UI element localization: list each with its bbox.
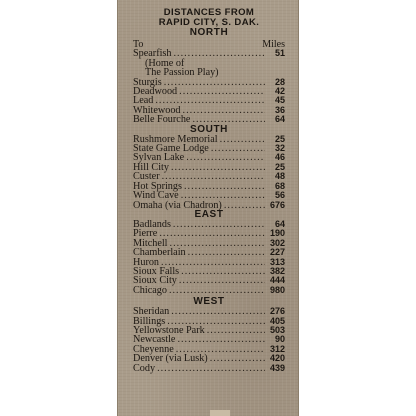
- miles-value: 25: [274, 133, 285, 144]
- list-item: [133, 364, 285, 373]
- town-name: Badlands: [133, 218, 171, 230]
- miles-value: 439: [269, 362, 285, 373]
- leader-dots: [220, 135, 265, 144]
- town-name: Sheridan: [133, 306, 170, 318]
- town-name: Chamberlain: [133, 247, 186, 259]
- town-name: Lead: [133, 95, 154, 107]
- leader-dots: [188, 248, 265, 257]
- section-title-west: WEST: [193, 296, 225, 308]
- town-name: Mitchell: [133, 237, 168, 249]
- miles-value: 64: [274, 218, 285, 229]
- miles-value: 382: [269, 265, 285, 276]
- leader-dots: [179, 276, 265, 285]
- town-name: Sioux Falls: [133, 265, 180, 277]
- miles-value: 32: [274, 143, 285, 154]
- miles-value: 28: [274, 76, 285, 87]
- town-name: Cheyenne: [133, 343, 174, 355]
- leader-dots: [171, 163, 265, 172]
- town-name: Rushmore Memorial: [133, 133, 218, 145]
- to-label: To: [133, 39, 144, 50]
- town-name: Hill City: [133, 161, 169, 173]
- town-name: Custer: [133, 171, 160, 183]
- miles-value: 25: [274, 161, 285, 172]
- miles-value: 313: [269, 256, 285, 267]
- miles-value: 68: [274, 180, 285, 191]
- north-list: [133, 78, 285, 125]
- leader-dots: [210, 354, 265, 363]
- town-name: Deadwood: [133, 86, 178, 98]
- miles-value: 56: [274, 190, 285, 201]
- distance-card: [117, 0, 299, 416]
- miles-value: 227: [269, 247, 285, 258]
- town-name: Denver (via Lusk): [133, 353, 208, 365]
- leader-dots: [181, 267, 265, 276]
- miles-value: 42: [274, 86, 285, 97]
- miles-label: Miles: [262, 39, 285, 50]
- list-item: [133, 354, 285, 363]
- section-title-north: NORTH: [189, 27, 229, 38]
- miles-value: 36: [274, 104, 285, 115]
- miles-value: 503: [269, 324, 285, 335]
- west-list: [133, 307, 285, 373]
- note-line: The Passion Play): [145, 67, 219, 79]
- miles-value: 405: [269, 315, 285, 326]
- section-title-east: EAST: [194, 208, 224, 220]
- miles-value: 676: [269, 199, 285, 210]
- town-name: Hot Springs: [133, 180, 182, 192]
- leader-dots: [159, 229, 265, 238]
- leader-dots: [179, 87, 265, 96]
- leader-dots: [186, 153, 265, 162]
- miles-value: 980: [269, 284, 285, 295]
- leader-dots: [224, 201, 265, 210]
- town-name: Yellowstone Park: [133, 324, 205, 336]
- town-name: Wind Cave: [133, 190, 179, 202]
- card-title-line1: DISTANCES FROM: [163, 7, 255, 18]
- miles-value: 46: [274, 152, 285, 163]
- leader-dots: [157, 364, 265, 373]
- leader-dots: [173, 220, 265, 229]
- section-title-south: SOUTH: [190, 123, 228, 135]
- leader-dots: [211, 144, 265, 153]
- town-name: Sioux City: [133, 275, 177, 287]
- town-name: Huron: [133, 256, 160, 268]
- list-item: [133, 87, 285, 96]
- miles-value: 420: [269, 353, 285, 364]
- miles-value: 90: [274, 334, 285, 345]
- town-name: Newcastle: [133, 334, 176, 346]
- leader-dots: [173, 49, 265, 58]
- miles-value: 190: [269, 228, 285, 239]
- miles-value: 64: [274, 114, 285, 125]
- miles-value: 312: [269, 343, 285, 354]
- list-item: [133, 286, 285, 295]
- town-name: Sylvan Lake: [133, 152, 185, 164]
- east-list: [133, 220, 285, 295]
- town-name: Belle Fourche: [133, 114, 191, 126]
- leader-dots: [207, 326, 265, 335]
- torn-edge: [210, 410, 230, 416]
- town-name: Pierre: [133, 228, 158, 240]
- leader-dots: [171, 307, 265, 316]
- town-name: Cody: [133, 362, 156, 374]
- town-name: Chicago: [133, 284, 167, 296]
- town-name: Omaha (via Chadron): [133, 199, 222, 211]
- town-name: Sturgis: [133, 76, 162, 88]
- town-name: Whitewood: [133, 104, 181, 116]
- miles-value: 302: [269, 237, 285, 248]
- card-title-line2: RAPID CITY, S. DAK.: [158, 17, 260, 28]
- south-list: [133, 135, 285, 210]
- leader-dots: [177, 335, 265, 344]
- miles-value: 444: [269, 275, 285, 286]
- town-name: Billings: [133, 315, 166, 327]
- miles-value: 45: [274, 95, 285, 106]
- town-name: Spearfish: [133, 48, 172, 60]
- leader-dots: [169, 286, 265, 295]
- town-name: State Game Lodge: [133, 143, 209, 155]
- leader-dots: [164, 78, 265, 87]
- miles-value: 276: [269, 306, 285, 317]
- leader-dots: [183, 106, 265, 115]
- note-line: (Home of: [145, 57, 185, 69]
- miles-value: 48: [274, 171, 285, 182]
- miles-value: 51: [274, 48, 285, 59]
- leader-dots: [184, 182, 265, 191]
